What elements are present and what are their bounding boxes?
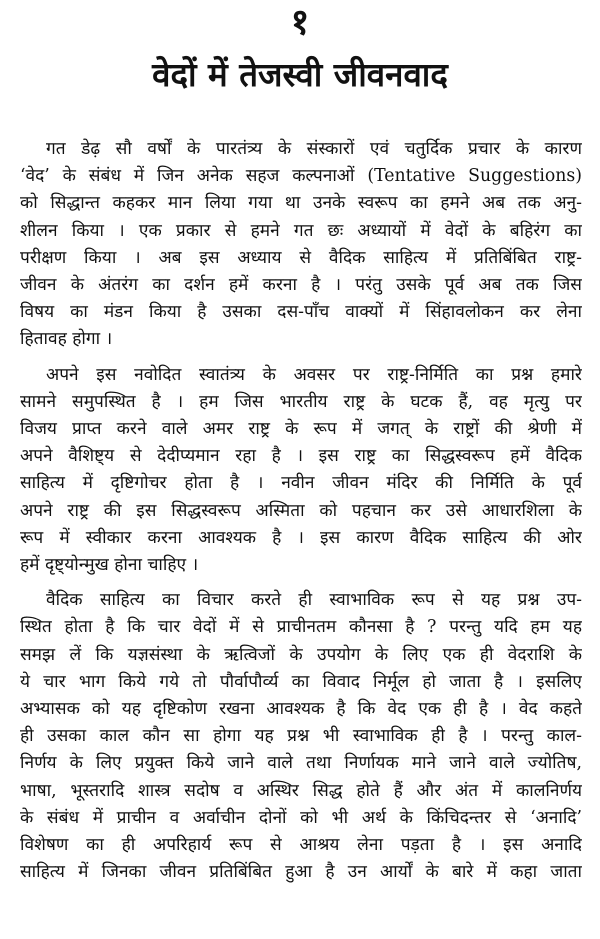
text-line: ये चार भाग किये गये तो पौर्वापौर्व्य का विवाद निर्मूल हो जाता है । इसलिए	[20, 671, 582, 692]
text-line: परीक्षण किया । अब इस अध्याय से वैदिक साहित्य में प्रतिबिंबित राष्ट्र-	[20, 247, 582, 268]
text-line: हमें दृष्ट्योन्मुख होना चाहिए ।	[20, 555, 199, 576]
text-line: समझ लें कि यज्ञसंस्था के ऋत्विजों के उपयोग के लिए एक ही वेदराशि के	[20, 644, 582, 665]
text-line: अपने इस नवोदित स्वातंत्र्य के अवसर पर राष्ट्र-निर्मिति का प्रश्न हमारे	[46, 364, 582, 385]
text-line: साहित्य में जिनका जीवन प्रतिबिंबित हुआ है उन आर्यों के बारे में कहा जाता	[20, 862, 582, 883]
paragraph	[20, 362, 582, 580]
text-line: विषय का मंडन किया है उसका दस-पाँच वाक्यों में सिंहावलोकन कर लेना	[20, 302, 582, 323]
text-line: अपने राष्ट्र की इस सिद्धस्वरूप अस्मिता को पहचान कर उसे आधारशिला के	[20, 500, 582, 521]
text-line: को सिद्धान्त कहकर मान लिया गया था उनके स्वरूप का हमने अब तक अनु-	[20, 193, 582, 214]
text-line: वैदिक साहित्य का विचार करते ही स्वाभाविक रूप से यह प्रश्न उप-	[46, 590, 582, 611]
text-line: ही उसका काल कौन सा होगा यह प्रश्न भी स्वाभाविक ही है । परन्तु काल-	[20, 726, 582, 747]
paragraph	[20, 136, 582, 354]
chapter-title: वेदों में तेजस्वी जीवनवाद	[152, 55, 448, 94]
paragraph	[20, 587, 582, 886]
text-line: अभ्यासक को यह दृष्टिकोण रखना आवश्यक है कि वेद एक ही है । वेद कहते	[20, 699, 582, 720]
page-number: १	[290, 1, 310, 43]
text-line: भाषा, भूस्तरादि शास्त्र सदोष व अस्थिर सिद्ध होते हैं और अंत में कालनिर्णय	[20, 780, 582, 801]
text-line: शीलन किया । एक प्रकार से हमने गत छः अध्यायों में वेदों के बहिरंग का	[20, 220, 582, 241]
text-line: रूप में स्वीकार करना आवश्यक है । इस कारण वैदिक साहित्य की ओर	[20, 527, 582, 548]
text-line: गत डेढ़ सौ वर्षों के पारतंत्र्य के संस्कारों एवं चतुर्दिक प्रचार के कारण	[46, 139, 582, 159]
text-line: जीवन के अंतरंग का दर्शन हमें करना है । परंतु उसके पूर्व अब तक जिस	[20, 275, 582, 296]
text-line: विशेषण का ही अपरिहार्य रूप से आश्रय लेना पड़ता है । इस अनादि	[20, 835, 582, 856]
text-line: सामने समुपस्थित है । हम जिस भारतीय राष्ट्र के घटक हैं, वह मृत्यु पर	[20, 391, 582, 412]
text-line: हितावह होगा ।	[20, 329, 113, 350]
text-line: विजय प्राप्त करने वाले अमर राष्ट्र के रूप में जगत् के राष्ट्रों की श्रेणी में	[20, 419, 582, 440]
text-line: स्थित होता है कि चार वेदों में से प्राचीनतम कौनसा है ? परन्तु यदि हम यह	[20, 617, 582, 638]
text-line: साहित्य में दृष्टिगोचर होता है । नवीन जीवन मंदिर की निर्मिति के पूर्व	[20, 473, 582, 494]
text-line: अपने वैशिष्ट्य से देदीप्यमान रहा है । इस राष्ट्र का सिद्धस्वरूप हमें वैदिक	[20, 446, 582, 467]
text-line: के संबंध में प्राचीन व अर्वाचीन दोनों को भी अर्थ के किंचिदन्तर से ‘अनादि’	[20, 807, 582, 828]
text-line: ‘वेद’ के संबंध में जिन अनेक सहज कल्पनाओं (Tentative Suggestions)	[20, 166, 582, 187]
body-text	[20, 136, 582, 894]
text-line: निर्णय के लिए प्रयुक्त किये जाने वाले तथा निर्णायक माने जाने वाले ज्योतिष,	[20, 753, 582, 774]
